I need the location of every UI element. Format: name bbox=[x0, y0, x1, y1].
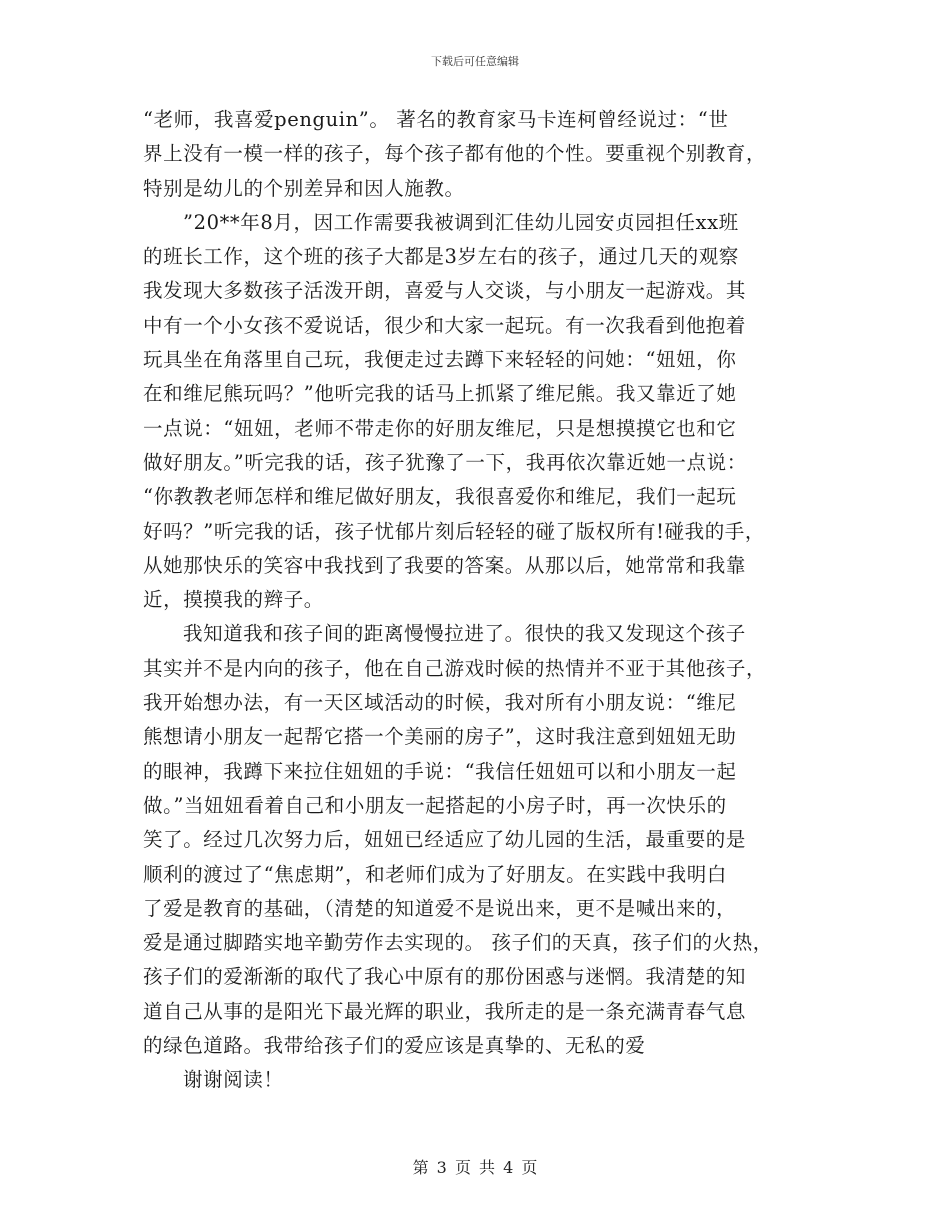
text-line: 一点说：“妞妞，老师不带走你的好朋友维尼，只是想摸摸它也和它 bbox=[143, 416, 737, 440]
text-line: “老师，我喜爱penguin”。 著名的教育家马卡连柯曾经说过：“世 bbox=[143, 108, 729, 131]
paragraph-start-line: ”20**年8月，因工作需要我被调到汇佳幼儿园安贞园担任xx班 bbox=[183, 210, 739, 234]
text-line: 我发现大多数孩子活泼开朗，喜爱与人交谈，与小朋友一起游戏。其 bbox=[143, 279, 747, 303]
text-line: 的眼神，我蹲下来拉住妞妞的手说：“我信任妞妞可以和小朋友一起 bbox=[143, 759, 737, 783]
paragraph-start-line: 我知道我和孩子间的距离慢慢拉进了。很快的我又发现这个孩子 bbox=[183, 622, 746, 646]
text-line: 的绿色道路。我带给孩子们的爱应该是真挚的、无私的爱 bbox=[143, 1034, 646, 1058]
text-line: 中有一个小女孩不爱说话，很少和大家一起玩。有一次我看到他抱着 bbox=[143, 313, 747, 337]
text-line: 道自己从事的是阳光下最光辉的职业，我所走的是一条充满青春气息 bbox=[143, 999, 747, 1023]
text-line: 爱是通过脚踏实地辛勤劳作去实现的。 孩子们的天真，孩子们的火热， bbox=[143, 931, 773, 955]
text-line: 好吗？”听完我的话，孩子忧郁片刻后轻轻的碰了版权所有!碰我的手， bbox=[143, 519, 766, 543]
text-line: 其实并不是内向的孩子，他在自己游戏时候的热情并不亚于其他孩子， bbox=[143, 656, 767, 680]
text-line: 在和维尼熊玩吗？”他听完我的话马上抓紧了维尼熊。我又靠近了她 bbox=[143, 382, 737, 406]
closing-line: 谢谢阅读！ bbox=[183, 1068, 284, 1092]
page-header: 下载后可任意编辑 bbox=[431, 55, 519, 68]
text-line: 做。”当妞妞看着自己和小朋友一起搭起的小房子时，再一次快乐的 bbox=[143, 793, 727, 817]
text-line: 界上没有一模一样的孩子，每个孩子都有他的个性。要重视个别教育， bbox=[143, 142, 767, 166]
text-line: 特别是幼儿的个别差异和因人施教。 bbox=[143, 176, 465, 200]
text-line: 的班长工作，这个班的孩子大都是3岁左右的孩子，通过几天的观察 bbox=[143, 245, 739, 269]
document-body bbox=[143, 103, 823, 1098]
page-number-footer: 第 3 页 共 4 页 bbox=[412, 1158, 538, 1177]
text-line: 顺利的渡过了“焦虑期”，和老师们成为了好朋友。在实践中我明白 bbox=[143, 862, 727, 886]
text-line: 我开始想办法，有一天区域活动的时候，我对所有小朋友说：“维尼 bbox=[143, 691, 737, 715]
text-line: 做好朋友。”听完我的话，孩子犹豫了一下，我再依次靠近她一点说： bbox=[143, 450, 747, 474]
text-line: 玩具坐在角落里自己玩，我便走过去蹲下来轻轻的问她：“妞妞，你 bbox=[143, 348, 737, 372]
text-line: 近，摸摸我的辫子。 bbox=[143, 588, 324, 612]
text-line: 熊想请小朋友一起帮它搭一个美丽的房子”，这时我注意到妞妞无助 bbox=[143, 725, 737, 749]
text-line: 笑了。经过几次努力后，妞妞已经适应了幼儿园的生活，最重要的是 bbox=[143, 828, 747, 852]
text-line: “你教教老师怎样和维尼做好朋友，我很喜爱你和维尼，我们一起玩 bbox=[143, 485, 737, 509]
text-line: 了爱是教育的基础，（清楚的知道爱不是说出来，更不是喊出来的， bbox=[143, 896, 737, 920]
text-line: 从她那快乐的笑容中我找到了我要的答案。从那以后，她常常和我靠 bbox=[143, 553, 747, 577]
text-line: 孩子们的爱渐渐的取代了我心中原有的那份困惑与迷惘。我清楚的知 bbox=[143, 965, 747, 989]
